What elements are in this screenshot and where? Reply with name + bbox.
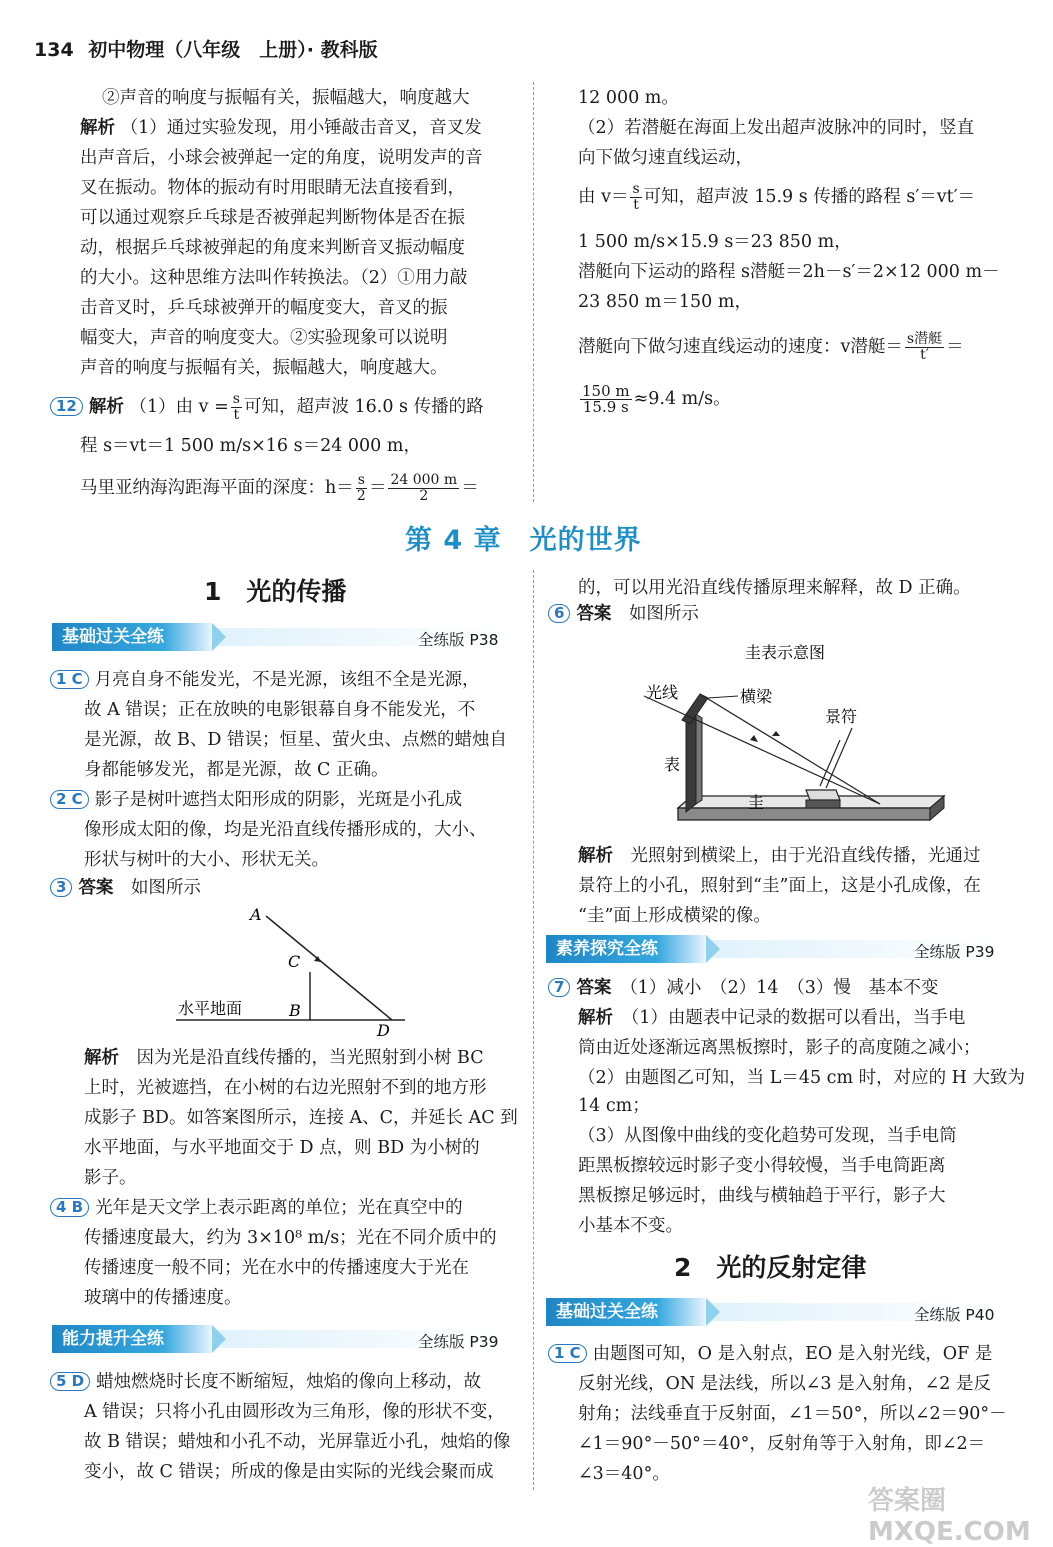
text-line: 形状与树叶的大小、形状无关。 [84, 850, 329, 870]
point-label-d: D [377, 1021, 390, 1040]
text-line: 23 850 m＝150 m， [578, 292, 752, 312]
text-line-fraction: $\frac{150 m}{15.9 s}$ ≈9.4 m/s。 [582, 382, 731, 416]
text-line: （1）由题表中记录的数据可以看出，当手电 [630, 1008, 966, 1028]
label-beam: 横梁 [740, 687, 773, 706]
text-line: 小基本不变。 [578, 1216, 683, 1236]
question-number: 7 [548, 978, 570, 997]
text-line: 程 s＝vt＝1 500 m/s×16 s＝24 000 m， [80, 436, 421, 456]
watermark: 答案圈 MXQE.COM [868, 1486, 1031, 1547]
text-line: 的大小。这种思维方法叫作转换法。（2）①用力敲 [80, 268, 468, 288]
text-line: 故 A 错误；正在放映的电影银幕自身不能发光，不 [84, 700, 476, 720]
banner-advanced: 能力提升全练 [52, 1325, 212, 1353]
text-line: A 错误；只将小孔由圆形改为三角形，像的形状不变， [84, 1402, 505, 1422]
question-12 [50, 392, 484, 423]
text-segment: 可知，超声波 16.0 s 传播的路 [243, 397, 484, 417]
question-7: 7 答案 （1）减小 （2）14 （3）慢 基本不变 [548, 976, 938, 1000]
answer-label: 答案 [78, 878, 114, 898]
question-number: 1 C [548, 1344, 587, 1363]
text-line: 成影子 BD。如答案图所示，连接 A、C，并延长 AC 到 [84, 1108, 518, 1128]
text-line: 景符上的小孔，照射到“圭”面上，这是小孔成像，在 [578, 876, 981, 896]
text-line: ∠3＝40°。 [578, 1464, 670, 1484]
label-biao: 表 [664, 755, 681, 774]
text-line: 水平地面，与水平地面交于 D 点，则 BD 为小树的 [84, 1138, 480, 1158]
question-number: 2 C [50, 790, 89, 809]
banner-basic-2: 基础过关全练 [546, 1298, 706, 1326]
text-line: （3）从图像中曲线的变化趋势可发现，当手电筒 [578, 1126, 957, 1146]
banner-ref: 全练版 P39 [418, 1333, 499, 1351]
text-line: 叉在振动。物体的振动有时用眼睛无法直接看到， [80, 178, 465, 198]
analysis-label: 解析 [84, 1048, 119, 1068]
banner-basic: 基础过关全练 [52, 623, 212, 651]
text-line: 射角；法线垂直于反射面，∠1＝50°，所以∠2＝90°－ [578, 1404, 1007, 1424]
question-6: 6 答案 如图所示 [548, 602, 699, 626]
question-number: 1 C [50, 670, 89, 689]
text-line: 传播速度一般不同；光在水中的传播速度大于光在 [84, 1258, 469, 1278]
text-line: 出声音后，小球会被弹起一定的角度，说明发声的音 [80, 148, 483, 168]
text-line: 光照射到横梁上，由于光沿直线传播，光通过 [630, 846, 981, 866]
text-line: 幅变大，声音的响度变大。②实验现象可以说明 [80, 328, 448, 348]
question-2: 2 C 影子是树叶遮挡太阳形成的阴影，光斑是小孔成 [50, 788, 462, 812]
text-line-fraction: 马里亚纳海沟距海平面的深度：h＝ $\frac{s}{2}$ ＝ $\frac{24 000 m}{2}$ ＝ [80, 472, 479, 504]
question-number: 3 [50, 878, 72, 897]
chapter-title: 第 4 章 光的世界 [405, 525, 642, 556]
label-gui: 圭 [748, 793, 765, 812]
answer-label: 答案 [576, 978, 612, 998]
text-line: 12 000 m。 [578, 88, 679, 108]
text-line: 玻璃中的传播速度。 [84, 1288, 242, 1308]
column-divider [533, 82, 534, 502]
text-line: （2）若潜艇在海面上发出超声波脉冲的同时，竖直 [578, 118, 975, 138]
analysis-label: 解析 [88, 397, 124, 417]
analysis-label: 解析 [80, 118, 115, 138]
question-5: 5 D 蜡烛燃烧时长度不断缩短，烛焰的像向上移动，故 [50, 1370, 481, 1394]
page-number: 134 [34, 39, 74, 61]
question-number: 5 D [50, 1372, 90, 1391]
gnomon-diagram [630, 636, 950, 831]
analysis-label: 解析 [578, 846, 613, 866]
text-line: 反射光线，ON 是法线，所以∠3 是入射角，∠2 是反 [578, 1374, 991, 1394]
text-line: （1）通过实验发现，用小锤敲击音叉，音叉发 [120, 118, 482, 138]
text-line: 是光源，故 B、D 错误；恒星、萤火虫、点燃的蜡烛自 [84, 730, 508, 750]
banner-ref: 全练版 P40 [914, 1306, 995, 1324]
text-line: 变小，故 C 错误；所成的像是由实际的光线会聚而成 [84, 1462, 494, 1482]
text-line: 潜艇向下运动的路程 s潜艇＝2h－s′＝2×12 000 m－ [578, 262, 1000, 282]
text-line: 可以通过观察乒乓球是否被弹起判断物体是否在振 [80, 208, 465, 228]
banner-ref: 全练版 P38 [418, 631, 499, 649]
text-line: 击音叉时，乒乓球被弹开的幅度变大，音叉的振 [80, 298, 448, 318]
text-line: 黑板擦足够远时，曲线与横轴趋于平行，影子大 [578, 1186, 946, 1206]
question-number: 4 B [50, 1198, 89, 1217]
text-line: 影子。 [84, 1168, 137, 1188]
text-line: “圭”面上形成横梁的像。 [578, 906, 771, 926]
point-label-c: C [288, 952, 301, 971]
text-line: 向下做匀速直线运动， [578, 148, 753, 168]
text-line: 1 500 m/s×15.9 s＝23 850 m， [578, 232, 852, 252]
text-line: 传播速度最大，约为 3×10⁸ m/s；光在不同介质中的 [84, 1228, 497, 1248]
text-line: 上时，光被遮挡，在小树的右边光照射不到的地方形 [84, 1078, 487, 1098]
text-line: ②声音的响度与振幅有关，振幅越大，响度越大 [102, 88, 470, 108]
label-jingfu: 景符 [825, 707, 858, 726]
text-line-fraction: 由 v＝ $\frac{s}{t}$ 可知，超声波 15.9 s 传播的路程 s′＝vt′＝ [578, 181, 976, 213]
fraction: $\frac{s}{t}$ [232, 391, 240, 423]
text-line: 14 cm； [578, 1096, 650, 1116]
text-line: 距黑板擦较远时影子变小得较慢，当手电筒距离 [578, 1156, 946, 1176]
answer-label: 答案 [576, 604, 612, 624]
text-line-fraction: 潜艇向下做匀速直线运动的速度：v潜艇＝ $\frac{\text{s潜艇}}{t'}$ ＝ [578, 331, 964, 363]
banner-ref: 全练版 P39 [914, 943, 995, 961]
text-line: 身都能够发光，都是光源，故 C 正确。 [84, 760, 389, 780]
text-line: 的，可以用光沿直线传播原理来解释，故 D 正确。 [578, 578, 971, 598]
section-title: 2 光的反射定律 [674, 1253, 867, 1282]
text-line: ∠1＝90°－50°＝40°，反射角等于入射角，即∠2＝ [578, 1434, 986, 1454]
label-light: 光线 [646, 683, 679, 702]
banner-inquiry: 素养探究全练 [546, 935, 706, 963]
section-title: 1 光的传播 [204, 577, 347, 606]
tree-shadow-diagram [170, 900, 410, 1040]
text-line: （2）由题图乙可知，当 L＝45 cm 时，对应的 H 大致为 [578, 1068, 1025, 1088]
question-1-section-2: 1 C 由题图可知，O 是入射点，EO 是入射光线，OF 是 [548, 1342, 992, 1366]
column-divider [533, 570, 534, 1490]
text-line: 因为光是沿直线传播的，当光照射到小树 BC [136, 1048, 484, 1068]
text-line: 故 B 错误；蜡烛和小孔不动，光屏靠近小孔，烛焰的像 [84, 1432, 511, 1452]
question-4: 4 B 光年是天文学上表示距离的单位；光在真空中的 [50, 1196, 463, 1220]
question-1: 1 C 月亮自身不能发光，不是光源，该组不全是光源， [50, 668, 480, 692]
ground-label: 水平地面 [178, 999, 243, 1018]
question-number: 12 [50, 397, 83, 416]
figure-title: 圭表示意图 [745, 643, 826, 662]
text-line: 动，根据乒乓球被弹起的角度来判断音叉振动幅度 [80, 238, 465, 258]
point-label-a: A [250, 905, 262, 924]
text-line: 筒由近处逐渐远离黑板擦时，影子的高度随之减小； [578, 1038, 981, 1058]
analysis-label: 解析 [578, 1008, 613, 1028]
text-line: 声音的响度与振幅有关，振幅越大，响度越大。 [80, 358, 448, 378]
text-segment: （1）由 v = [129, 397, 229, 417]
book-title: 初中物理（八年级 上册）· 教科版 [88, 39, 378, 61]
text-line: 像形成太阳的像，均是光沿直线传播形成的，大小、 [84, 820, 487, 840]
question-3: 3 答案 如图所示 [50, 876, 201, 900]
question-number: 6 [548, 604, 570, 623]
point-label-b: B [289, 1001, 301, 1020]
